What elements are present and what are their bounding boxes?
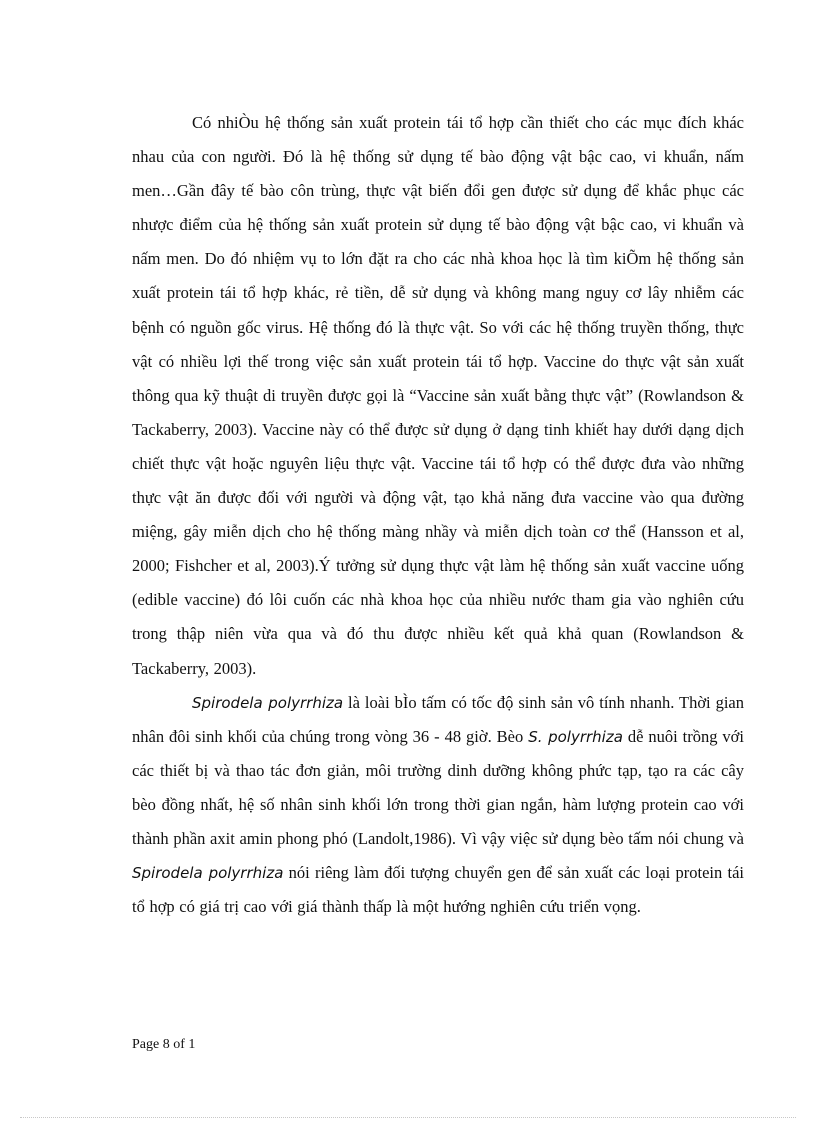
paragraph-2 — [132, 686, 744, 925]
italic-species-name: Spirodela polyrrhiza — [132, 864, 284, 883]
paragraph-text-run: dễ nuôi trồng với các thiết bị và thao tác đơn giản, môi trường dinh dưỡng không phức tạp, tạo ra các cây bèo đồng nhất, hệ số nhân sinh khối lớn trong thời gian ngắn, hàm lượng protein cao với thành phần axit amin phong phó (Landolt,1986). Vì vậy việc sử dụng bèo tấm nói chung và — [132, 726, 744, 848]
paragraph-1 — [132, 106, 744, 686]
page-edge-divider — [20, 1117, 796, 1118]
body-text — [132, 106, 744, 924]
italic-species-name: S. polyrrhiza — [528, 727, 623, 746]
paragraph-text-run: Có nhiÒu hệ thống sản xuất protein tái tổ hợp cần thiết cho các mục đích khác nhau của con người. Đó là hệ thống sử dụng tế bào động vật bậc cao, vi khuẩn, nấm men…Gần đây tế bào côn trùng, thực vật biến đổi gen được sử dụng để khắc phục các nhược điểm của hệ thống sản xuất protein sử dụng tế bào động vật bậc cao, vi khuẩn và nấm men. Do đó nhiệm vụ to lớn đặt ra cho các nhà khoa học là tìm kiÕm hệ thống sản xuất protein tái tổ hợp khác, rẻ tiền, dễ sử dụng và không mang nguy cơ lây nhiễm các bệnh có nguồn gốc virus. Hệ thống đó là thực vật. So với các hệ thống truyền thống, thực vật có nhiều lợi thế trong việc sản xuất protein tái tổ hợp. Vaccine do thực vật sản xuất thông qua kỹ thuật di truyền được gọi là “Vaccine sản xuất bằng thực vật” (Rowlandson & Tackaberry, 2003). Vaccine này có thể được sử dụng ở dạng tinh khiết hay dưới dạng dịch chiết thực vật hoặc nguyên liệu thực vật. Vaccine tái tổ hợp có thể được đưa vào những thực vật ăn được đối với người và động vật, tạo khả năng đưa vaccine vào qua đường miệng, gây miễn dịch cho hệ thống màng nhầy và miễn dịch toàn cơ thể (Hansson et al, 2000; Fishcher et al, 2003).Ý tưởng sử dụng thực vật làm hệ thống sản xuất vaccine uống (edible vaccine) đó lôi cuốn các nhà khoa học của nhiều nước tham gia vào nghiên cứu trong thập niên vừa qua và đó thu được nhiều kết quả khả quan (Rowlandson & Tackaberry, 2003). — [132, 113, 744, 678]
page-footer: Page 8 of 1 — [132, 1037, 196, 1052]
paragraph-text-run: là loài bÌo tấm có tốc độ sinh sản vô tính nhanh. Thời gian nhân đôi sinh khối của chúng trong vòng 36 - 48 giờ. Bèo — [132, 692, 745, 746]
italic-species-name: Spirodela polyrrhiza — [192, 693, 344, 712]
paragraph-text-run: nói riêng làm đối tượng chuyển gen để sản xuất các loại protein tái tổ hợp có giá trị cao với giá thành thấp là một hướng nghiên cứu triển vọng. — [132, 863, 745, 917]
